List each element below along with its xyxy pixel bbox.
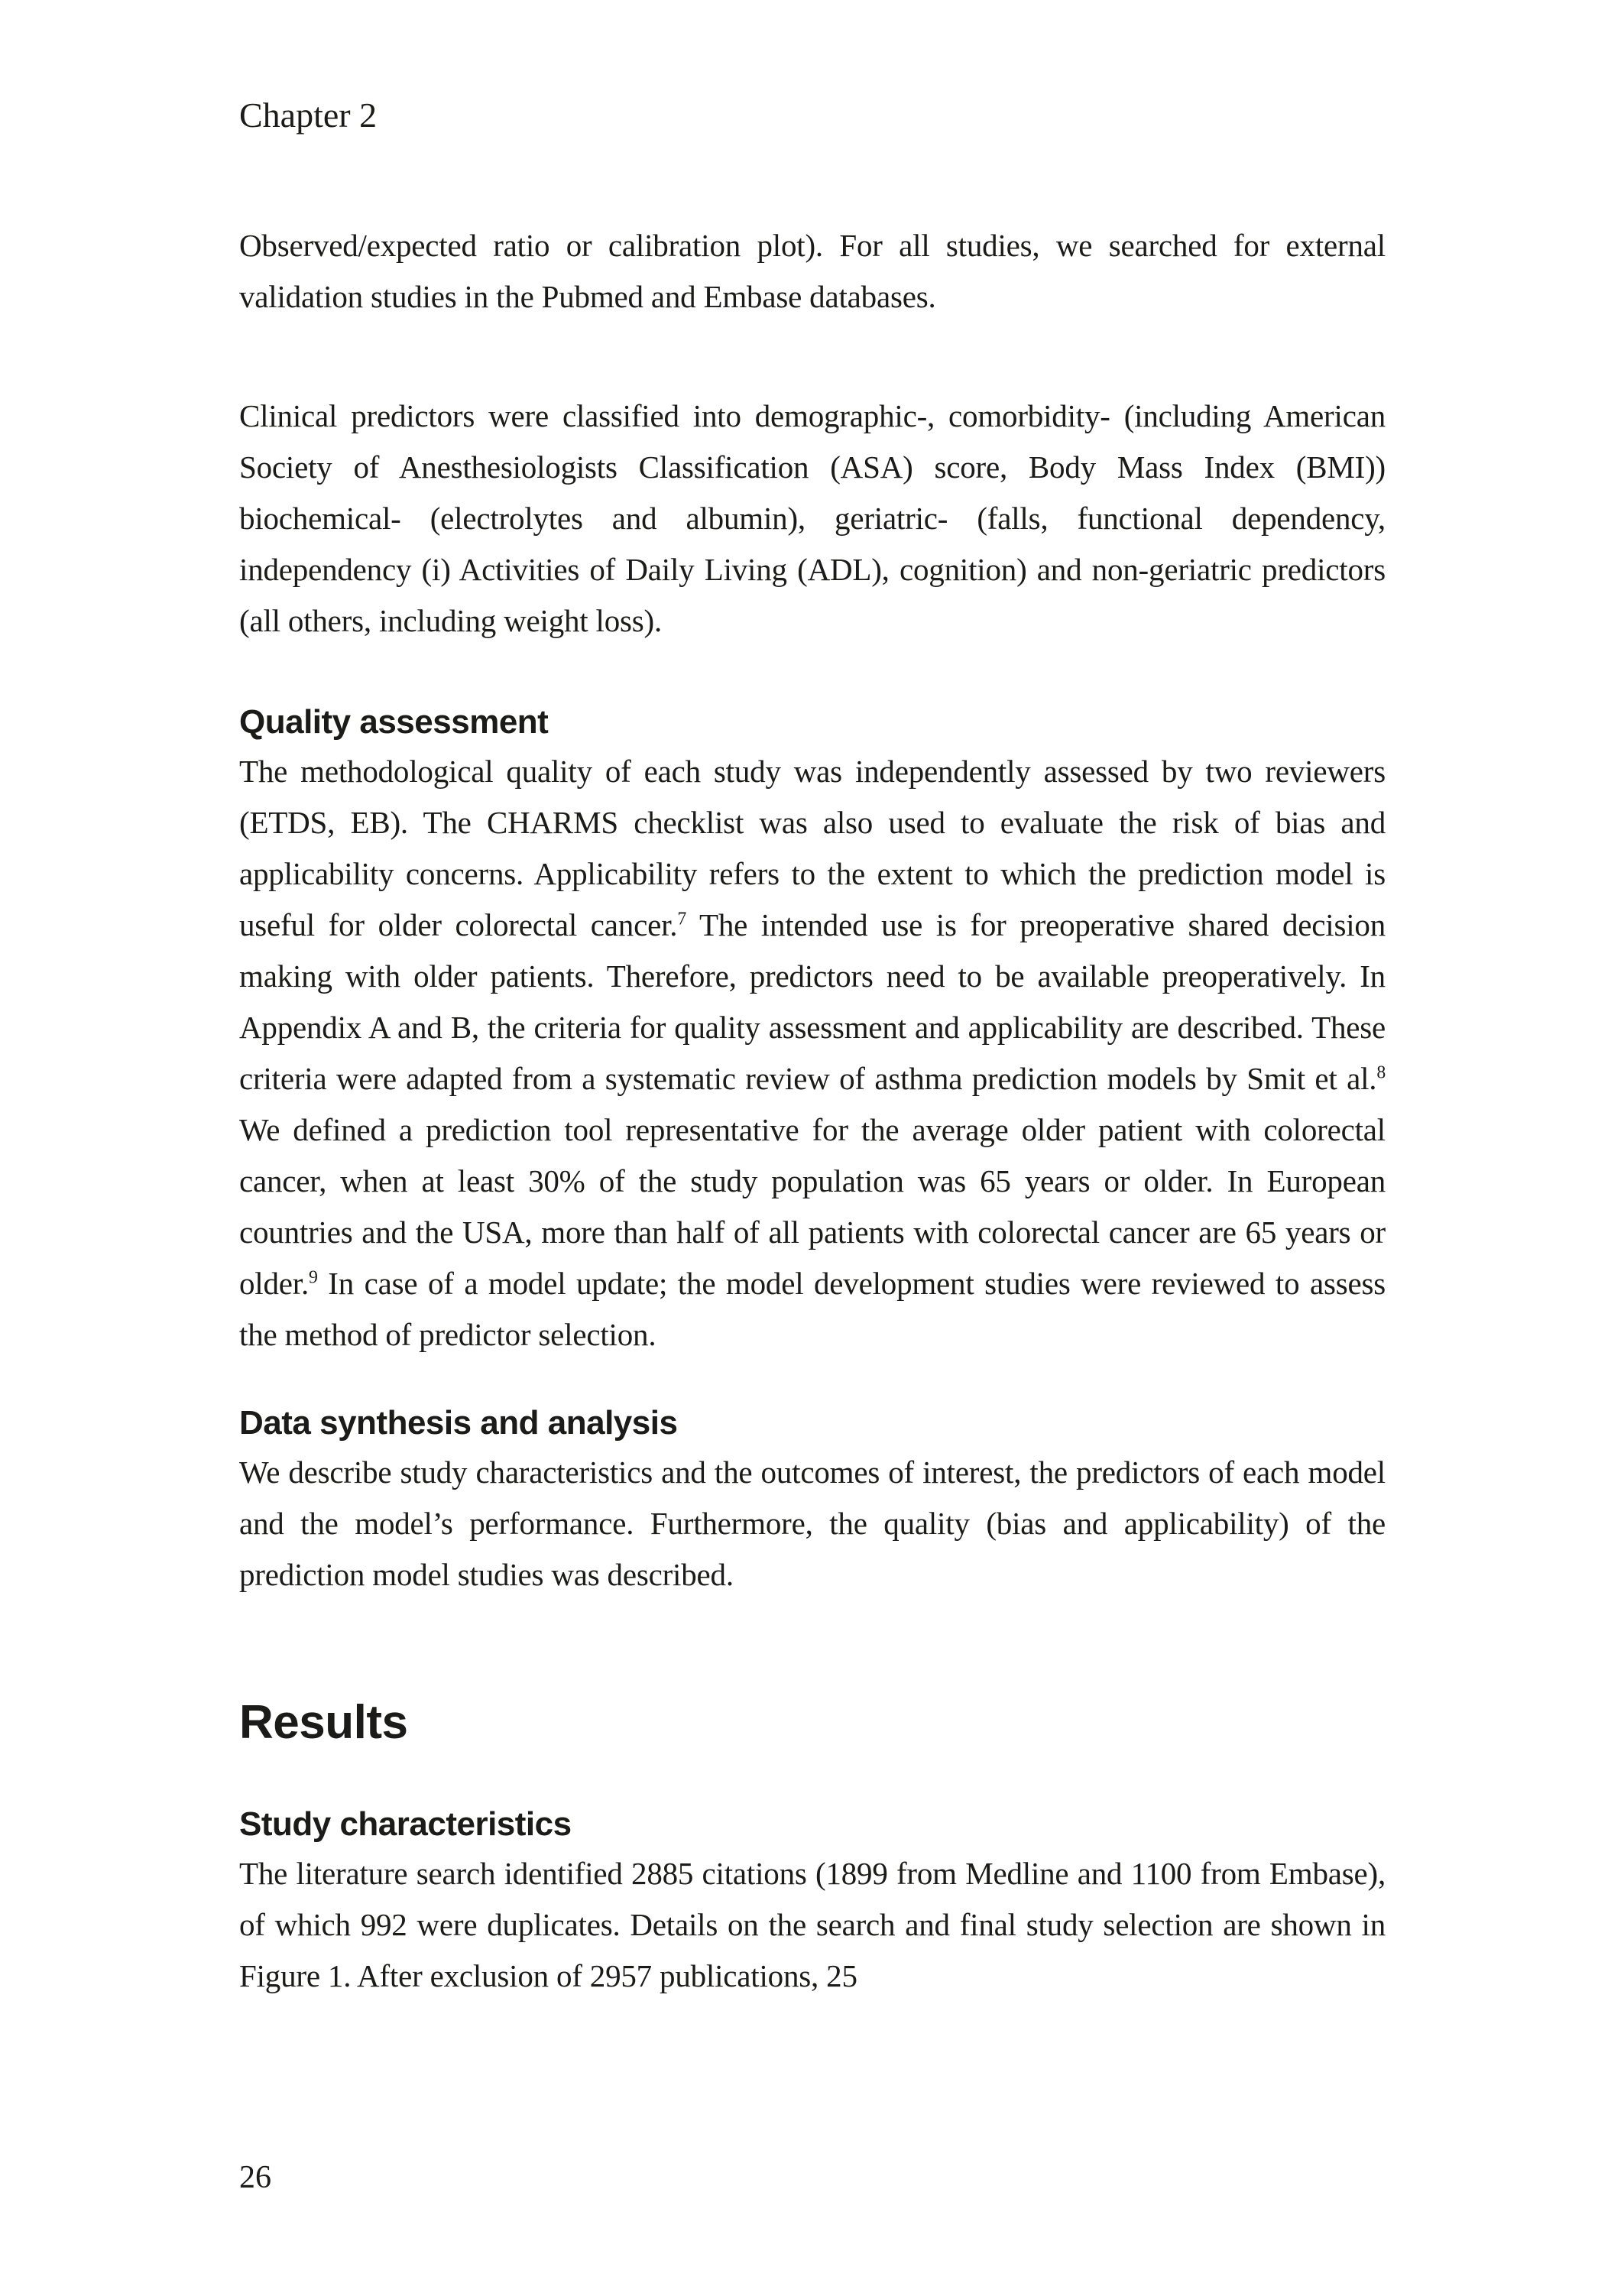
page-number: 26 [239, 2160, 271, 2195]
running-header: Chapter 2 [239, 96, 378, 135]
citation-superscript: 8 [1376, 1062, 1386, 1083]
heading-results: Results [239, 1696, 408, 1749]
citation-superscript: 9 [309, 1267, 318, 1288]
paragraph-clinical-predictors: Clinical predictors were classified into demographic-, comorbidity- (including American Society of Anesthesiologists Classification (ASA) score, Body Mass Index (BMI)) biochemical- (electrolytes and albumin), geriatric- (falls, functional dependency, independency (i) Activities of Daily Living (ADL), cognition) and non-geriatric predictors (all others, including weight loss). [239, 398, 1386, 638]
page-content [239, 0, 1386, 2002]
citation-superscript: 7 [677, 909, 687, 929]
heading-study-characteristics: Study characteristics [239, 1805, 572, 1843]
paragraph-quality-assessment: The methodological quality of each study was independently assessed by two reviewers (ETDS, EB). The CHARMS checklist was also used to evaluate the risk of bias and applicability concerns. Applicability refers to the extent to which the prediction model is useful for older colorectal cancer.$^7$ The intended use is for preoperative shared decision making with older patients. Therefore, predictors need to be available preoperatively. In Appendix A and B, the criteria for quality assessment and applicability are described. These criteria were adapted from a systematic review of asthma prediction models by Smit et al.$^8$ We defined a prediction tool representative for the average older patient with colorectal cancer, when at least 30% of the study population was 65 years or older. In European countries and the USA, more than half of all patients with colorectal cancer are 65 years or older.$^9$ In case of a model update; the model development studies were reviewed to assess the method of predictor selection. [239, 754, 1386, 1352]
heading-data-synthesis: Data synthesis and analysis [239, 1404, 678, 1442]
paragraph-study-characteristics: The literature search identified 2885 citations (1899 from Medline and 1100 from Embase), of which 992 were duplicates. Details on the search and final study selection are shown in Figure 1. After exclusion of 2957 publications, 25 [239, 1856, 1386, 1993]
heading-quality-assessment: Quality assessment [239, 703, 549, 741]
paragraph-data-synthesis: We describe study characteristics and the outcomes of interest, the predictors of each model and the model’s performance. Furthermore, the quality (bias and applicability) of the prediction model studies was described. [239, 1455, 1386, 1592]
paragraph-search-strategy: Observed/expected ratio or calibration plot). For all studies, we searched for external validation studies in the Pubmed and Embase databases. [239, 228, 1386, 314]
